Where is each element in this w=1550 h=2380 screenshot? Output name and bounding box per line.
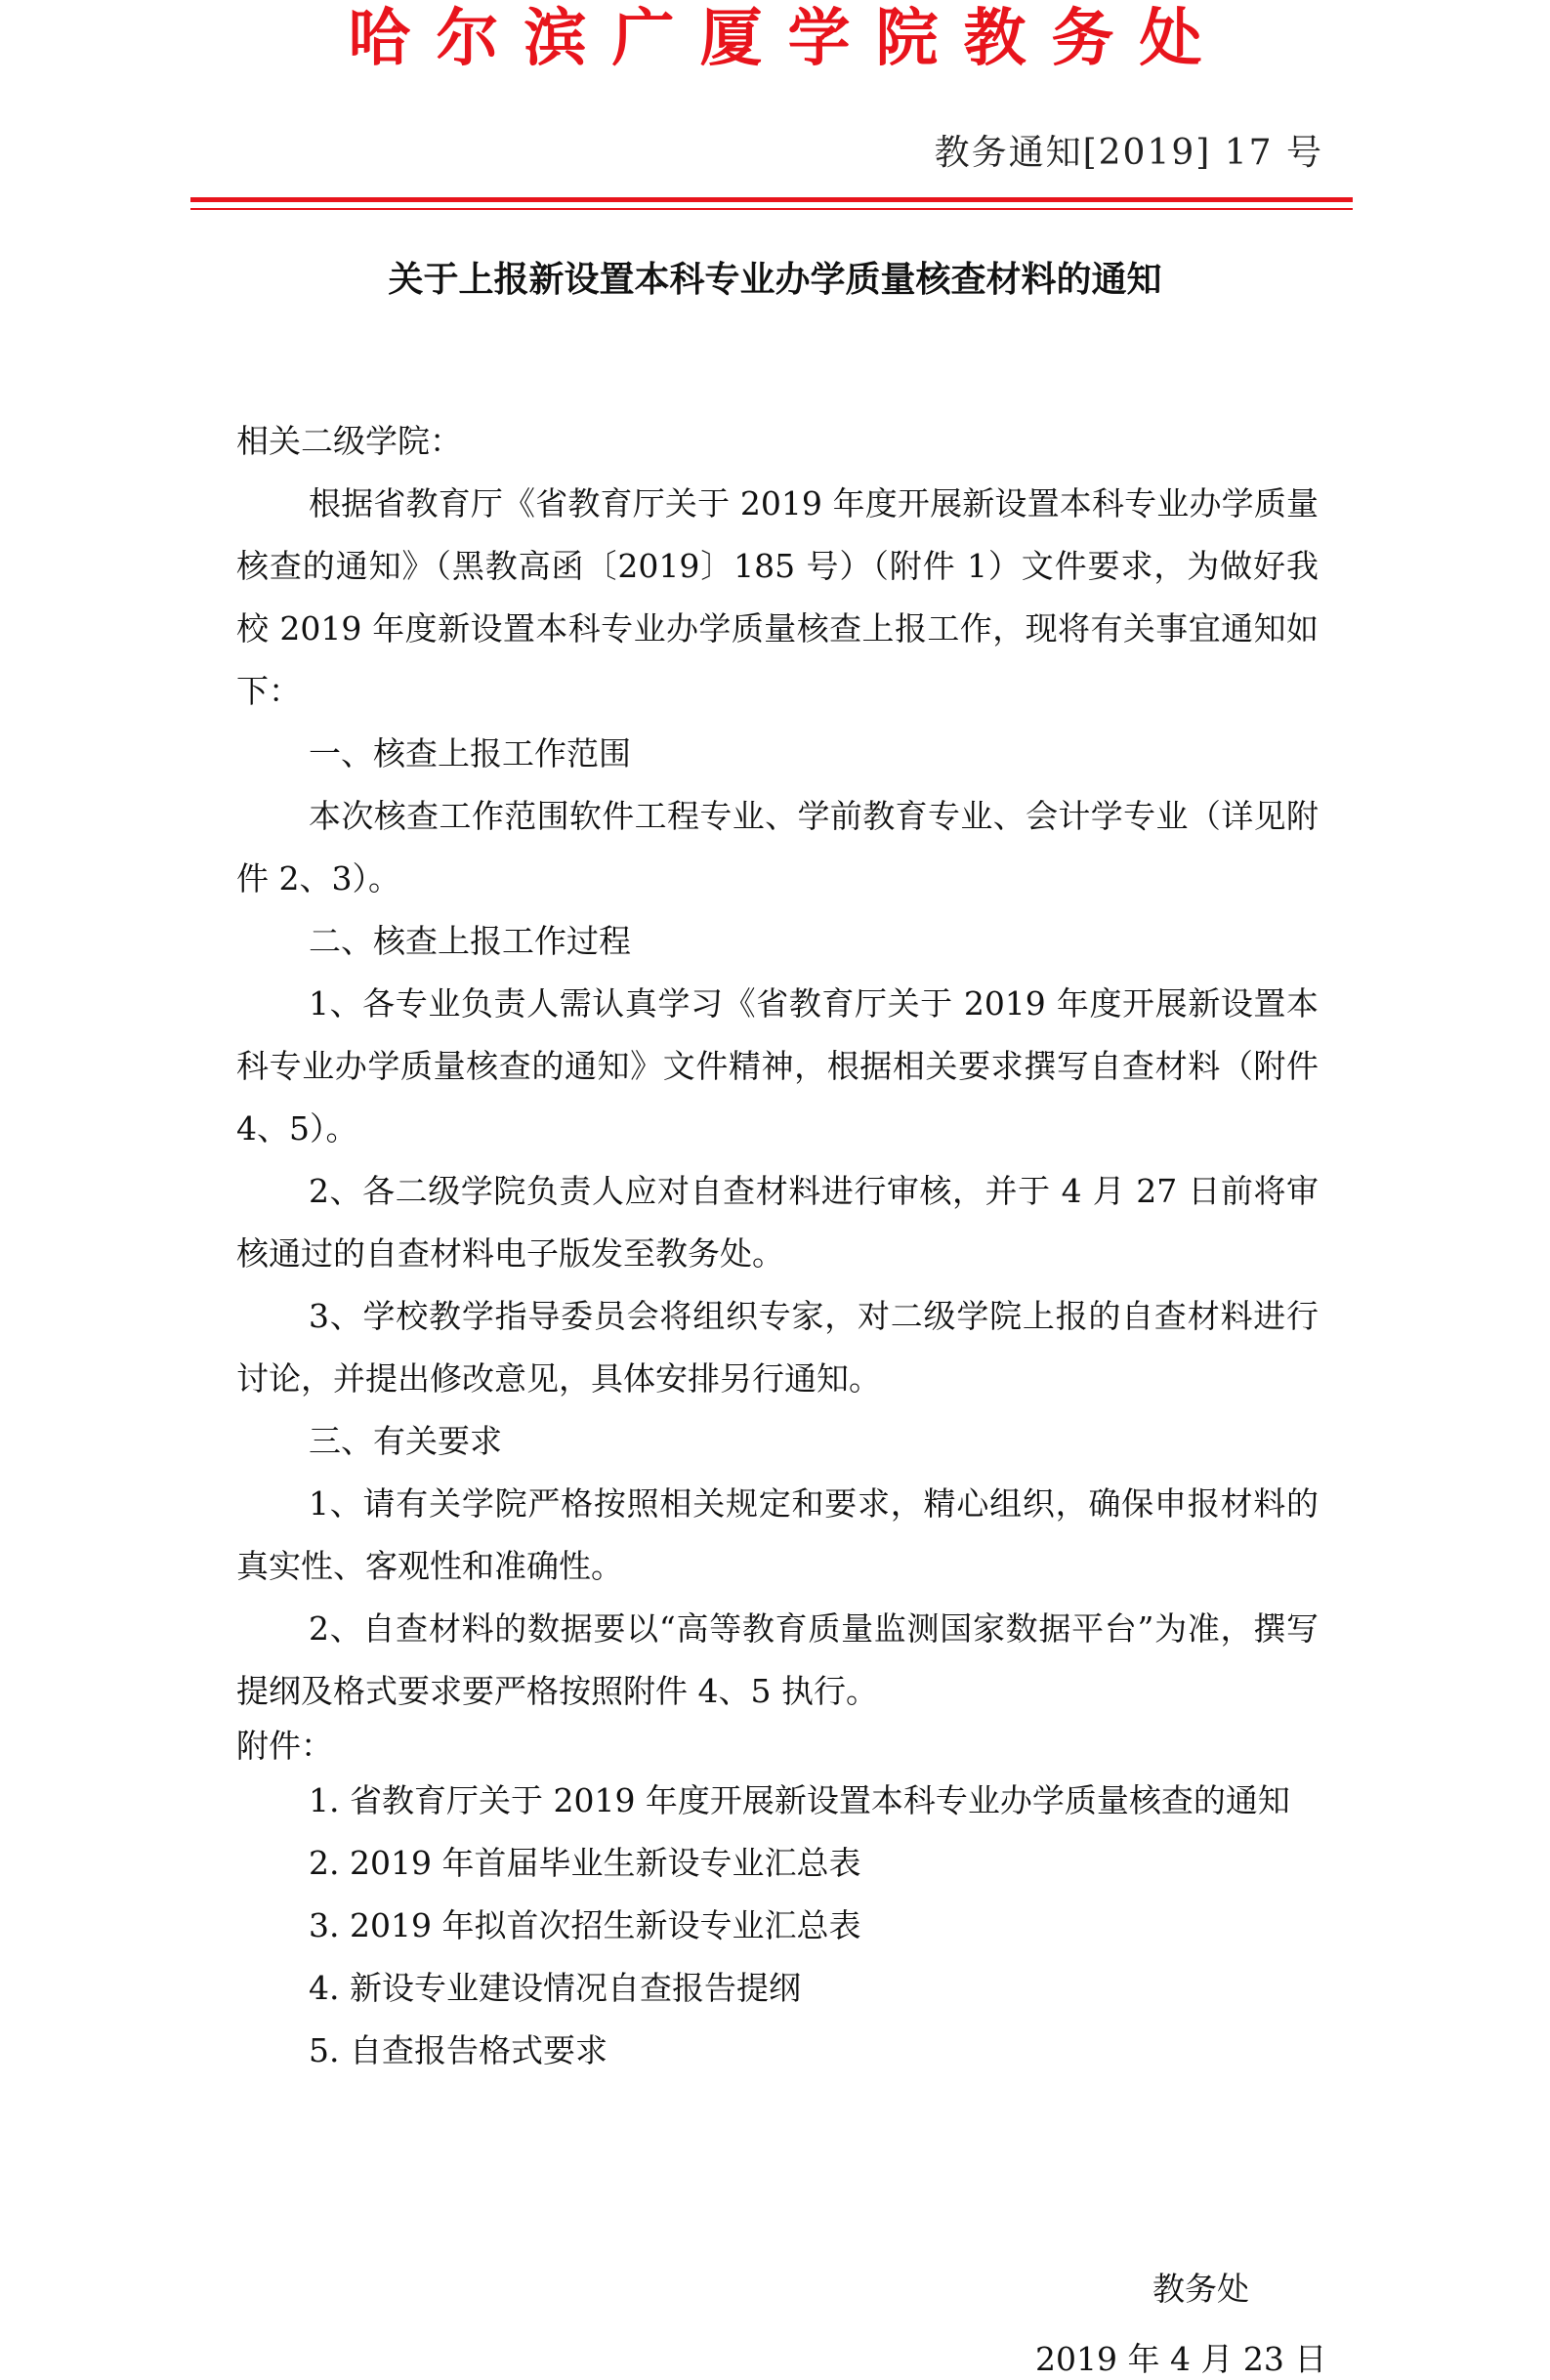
document-body — [236, 410, 1319, 2082]
header-divider-thin — [190, 208, 1353, 210]
paragraph-requirement-1: 1、请有关学院严格按照相关规定和要求，精心组织，确保申报材料的真实性、客观性和准确性。 — [236, 1484, 1319, 1585]
doc-number: 教务通知[2019] 17 号 — [934, 133, 1323, 173]
paragraph-process-3: 3、学校教学指导委员会将组织专家，对二级学院上报的自查材料进行讨论，并提出修改意见，具体安排另行通知。 — [236, 1297, 1319, 1398]
section-heading-1: 一、核查上报工作范围 — [309, 734, 631, 772]
attachment-item: 1. 省教育厅关于 2019 年度开展新设置本科专业办学质量核查的通知 — [309, 1781, 1290, 1819]
paragraph-intro: 根据省教育厅《省教育厅关于 2019 年度开展新设置本科专业办学质量核查的通知》（黑教高函〔2019〕185 号）（附件 1）文件要求，为做好我校 2019 年度新设置本科专业办学质量核查上报工作，现将有关事宜通知如下： — [236, 484, 1319, 710]
org-title: 哈尔滨广厦学院教务处 — [348, 3, 1228, 75]
section-heading-2: 二、核查上报工作过程 — [309, 922, 631, 960]
paragraph-scope: 本次核查工作范围软件工程专业、学前教育专业、会计学专业（详见附件 2、3）。 — [236, 797, 1319, 898]
paragraph-process-2: 2、各二级学院负责人应对自查材料进行审核，并于 4 月 27 日前将审核通过的自查材料电子版发至教务处。 — [236, 1172, 1319, 1273]
header-divider-thick — [190, 197, 1353, 202]
attachments-heading: 附件： — [236, 1727, 333, 1765]
notice-title: 关于上报新设置本科专业办学质量核查材料的通知 — [388, 260, 1162, 300]
attachment-item: 3. 2019 年拟首次招生新设专业汇总表 — [309, 1906, 861, 1944]
paragraph-requirement-2: 2、自查材料的数据要以“高等教育质量监测国家数据平台”为准，撰写提纲及格式要求要严格按照附件 4、5 执行。 — [236, 1609, 1319, 1710]
signature-unit: 教务处 — [1152, 2270, 1249, 2308]
signature-date: 2019 年 4 月 23 日 — [1035, 2340, 1327, 2378]
attachment-item: 5. 自查报告格式要求 — [309, 2031, 607, 2069]
attachment-item: 4. 新设专业建设情况自查报告提纲 — [309, 1969, 801, 2007]
attachment-item: 2. 2019 年首届毕业生新设专业汇总表 — [309, 1844, 861, 1882]
paragraph-process-1: 1、各专业负责人需认真学习《省教育厅关于 2019 年度开展新设置本科专业办学质量核查的通知》文件精神，根据相关要求撰写自查材料（附件 4、5）。 — [236, 984, 1319, 1148]
salutation: 相关二级学院： — [236, 422, 462, 460]
section-heading-3: 三、有关要求 — [309, 1422, 502, 1460]
